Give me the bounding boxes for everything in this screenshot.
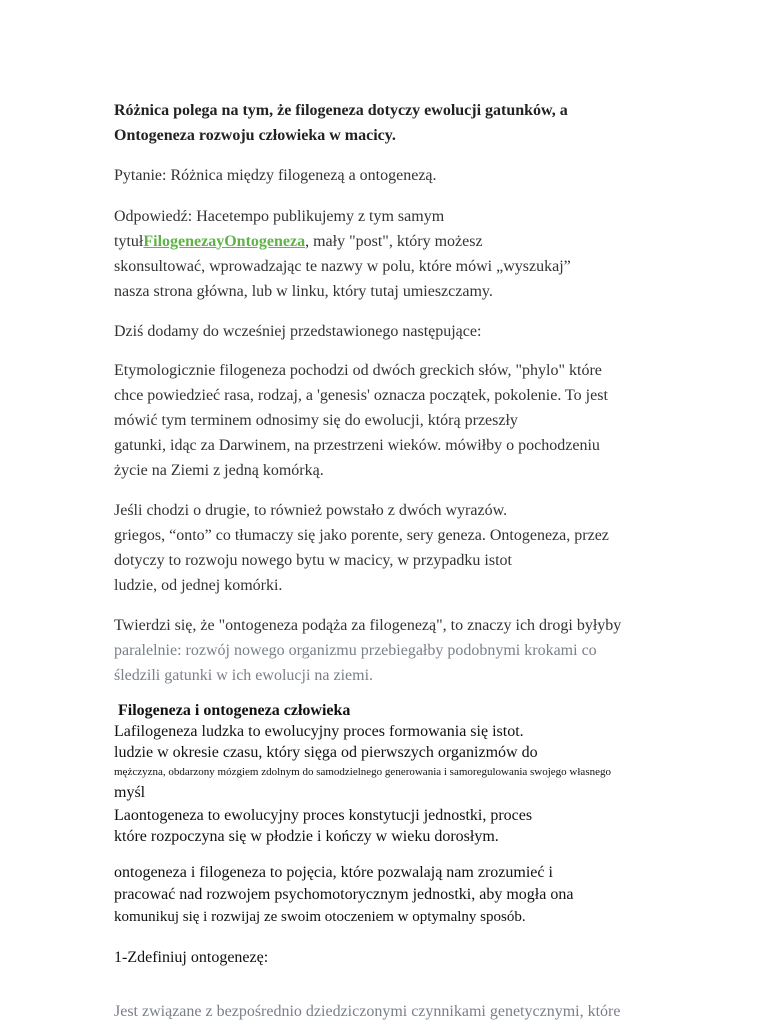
define-text: 1-Zdefiniuj ontogenezę: bbox=[114, 949, 269, 966]
footer-paragraph bbox=[114, 999, 620, 1024]
second-paragraph bbox=[114, 498, 609, 598]
claim-line: śledzili gatunki w ich ewolucji na ziemi. bbox=[114, 667, 374, 684]
section-line: Lafilogeneza ludzka to ewolucyjny proces formowania się istot. bbox=[114, 723, 524, 740]
etymology-line: Etymologicznie filogeneza pochodzi od dwóch greckich słów, "phylo" które bbox=[114, 362, 602, 379]
answer-line: skonsultować, wprowadzając te nazwy w polu, które mówi „wyszukaj” bbox=[114, 258, 571, 275]
section-line: które rozpoczyna się w płodzie i kończy w wieku dorosłym. bbox=[114, 828, 499, 845]
second-line: griegos, “onto” co tłumaczy się jako porente, sery geneza. Ontogeneza, przez bbox=[114, 527, 609, 544]
second-line: ludzie, od jednej komórki. bbox=[114, 577, 283, 594]
footer-line: Jest związane z bezpośrednio dziedziczonymi czynnikami genetycznymi, które bbox=[114, 1003, 621, 1020]
concepts-line: ontogeneza i filogeneza to pojęcia, które pozwalają nam zrozumieć i bbox=[114, 864, 553, 881]
link-filogeneza[interactable]: Filogeneza bbox=[143, 233, 217, 250]
section-line: myśl bbox=[114, 784, 146, 801]
concepts-line: pracować nad rozwojem psychomotorycznym jednostki, aby mogła ona bbox=[114, 886, 574, 903]
section-line: ludzie w okresie czasu, który sięga od pierwszych organizmów do bbox=[114, 744, 538, 761]
answer-line-with-links bbox=[114, 229, 571, 254]
question-paragraph bbox=[114, 163, 437, 188]
etymology-line: chce powiedzieć rasa, rodzaj, a 'genesis' oznacza początek, pokolenie. To jest bbox=[114, 387, 608, 404]
section-line-small: mężczyzna, obdarzony mózgiem zdolnym do samodzielnego generowania i samoregulowania swojego własnego bbox=[114, 766, 611, 778]
link-ontogeneza[interactable]: Ontogeneza bbox=[224, 233, 306, 250]
answer-suffix: , mały "post", który możesz bbox=[305, 233, 483, 250]
heading-line: Różnica polega na tym, że filogeneza dotyczy ewolucji gatunków, a bbox=[114, 102, 568, 119]
section-block bbox=[114, 700, 611, 847]
answer-line: Odpowiedź: Hacetempo publikujemy z tym samym bbox=[114, 208, 445, 225]
heading bbox=[114, 98, 568, 148]
etymology-paragraph bbox=[114, 358, 608, 483]
answer-line: nasza strona główna, lub w linku, który tutaj umieszczamy. bbox=[114, 283, 493, 300]
etymology-line: życie na Ziemi z jedną komórką. bbox=[114, 462, 324, 479]
define-paragraph bbox=[114, 945, 268, 970]
concepts-line: komunikuj się i rozwijaj ze swoim otoczeniem w optymalny sposób. bbox=[114, 909, 526, 925]
concepts-paragraph bbox=[114, 862, 573, 928]
section-line: Laontogeneza to ewolucyjny proces konstytucji jednostki, proces bbox=[114, 807, 533, 824]
claim-line: Twierdzi się, że "ontogeneza podąża za filogenezą", to znaczy ich drogi byłyby bbox=[114, 617, 622, 634]
answer-paragraph bbox=[114, 204, 571, 304]
link-connector: y bbox=[216, 233, 225, 250]
today-text: Dziś dodamy do wcześniej przedstawionego następujące: bbox=[114, 323, 482, 340]
etymology-line: mówić tym terminem odnosimy się do ewolucji, którą przeszły bbox=[114, 412, 518, 429]
section-title: Filogeneza i ontogeneza człowieka bbox=[118, 702, 351, 719]
claim-paragraph bbox=[114, 613, 621, 688]
answer-prefix: tytuł bbox=[114, 233, 144, 250]
today-paragraph bbox=[114, 319, 481, 344]
second-line: Jeśli chodzi o drugie, to również powstało z dwóch wyrazów. bbox=[114, 502, 508, 519]
question-text: Pytanie: Różnica między filogenezą a ontogenezą. bbox=[114, 167, 437, 184]
second-line: dotyczy to rozwoju nowego bytu w macicy, w przypadku istot bbox=[114, 552, 512, 569]
claim-line: paralelnie: rozwój nowego organizmu przebiegałby podobnymi krokami co bbox=[114, 642, 597, 659]
heading-line: Ontogeneza rozwoju człowieka w macicy. bbox=[114, 127, 396, 144]
etymology-line: gatunki, idąc za Darwinem, na przestrzeni wieków. mówiłby o pochodzeniu bbox=[114, 437, 600, 454]
